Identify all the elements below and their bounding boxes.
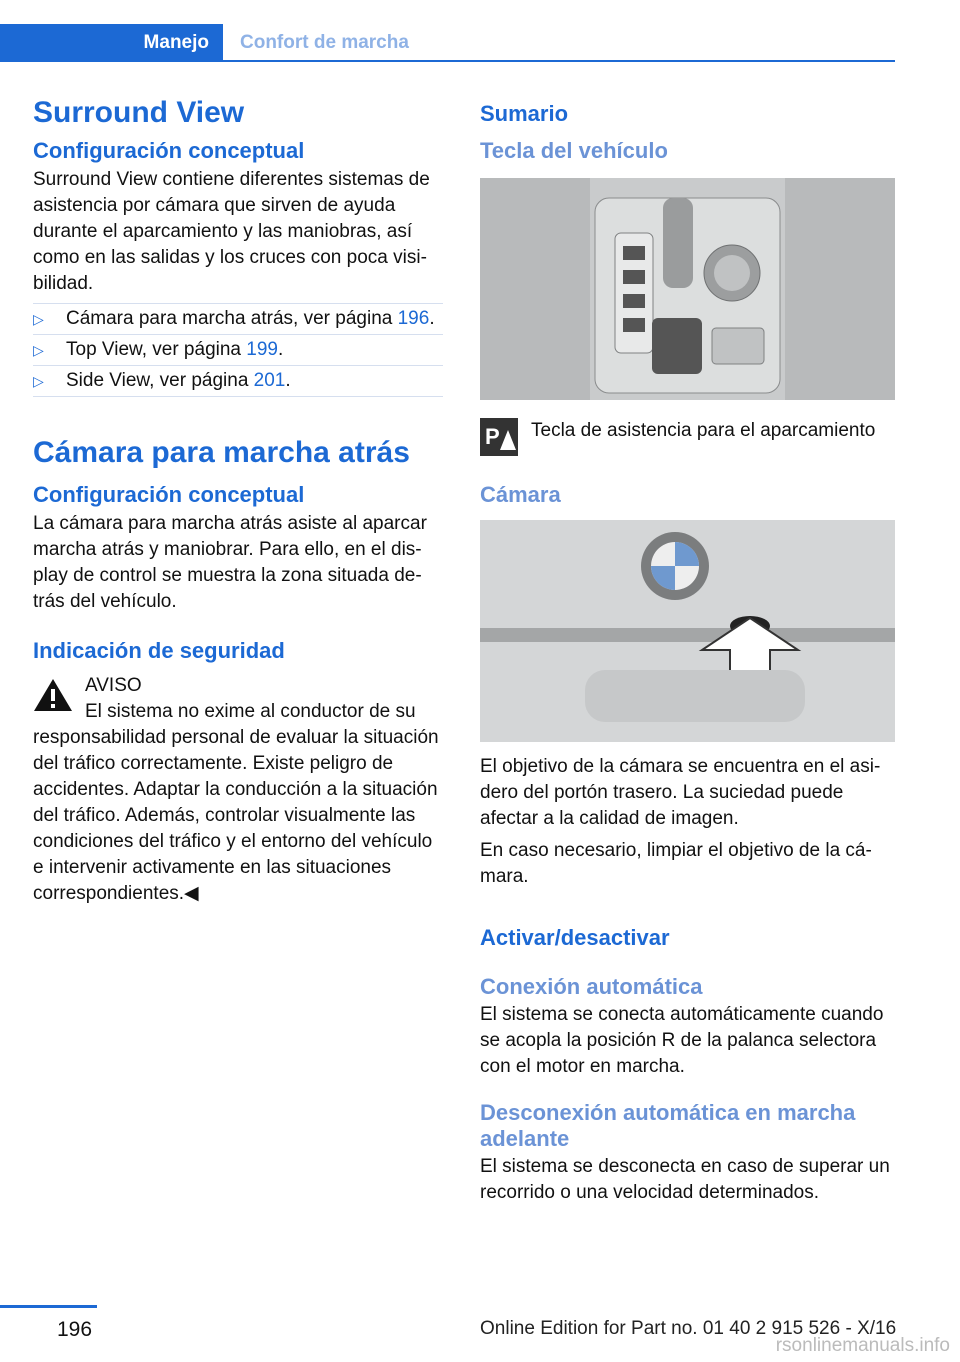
footer-rule xyxy=(0,1305,97,1308)
heading-surround-view: Surround View xyxy=(33,96,245,129)
heading-activar: Activar/desactivar xyxy=(480,925,670,950)
system-list xyxy=(33,303,443,397)
header-tab-manejo[interactable]: Manejo xyxy=(0,24,223,62)
heading-indicacion-seguridad: Indicación de seguridad xyxy=(33,638,285,663)
list-item-end: . xyxy=(285,370,291,391)
paragraph-limpiar: En caso necesario, limpiar el objetivo de la cámara. xyxy=(480,840,872,887)
heading-configuracion-1: Configuración conceptual xyxy=(33,138,305,163)
paragraph-conexion: El sistema se conecta automáticamente cuando se acopla la posición R de la palanca selectora con el motor en marcha. xyxy=(480,1004,884,1077)
triangle-right-icon: ▷ xyxy=(33,373,44,389)
header-tab-confort[interactable]: Confort de marcha xyxy=(240,32,409,53)
paragraph-objetivo: El objetivo de la cámara se encuentra en el asidero del portón trasero. La suciedad puede afectar a la calidad de imagen. xyxy=(480,756,881,829)
heading-camara: Cámara xyxy=(480,482,561,507)
right-column xyxy=(480,100,895,1206)
list-item xyxy=(33,366,443,397)
list-item-text: Cámara para marcha atrás, ver página xyxy=(66,308,398,329)
heading-conexion: Conexión automática xyxy=(480,974,703,999)
page-link[interactable]: 201 xyxy=(253,370,286,391)
heading-sumario: Sumario xyxy=(480,101,569,126)
left-column xyxy=(33,95,443,907)
list-item xyxy=(33,335,443,366)
page-number: 196 xyxy=(57,1318,93,1341)
edition-text: Online Edition for Part no. 01 40 2 915 526 - X/16 xyxy=(480,1318,897,1339)
list-item-text: Side View, ver página xyxy=(66,370,254,391)
heading-camara-marcha-atras: Cámara para marcha atrás xyxy=(33,436,410,469)
aviso-label: AVISO xyxy=(85,675,142,696)
triangle-right-icon: ▷ xyxy=(33,342,44,358)
list-item-end: . xyxy=(277,339,284,360)
park-assist-icon xyxy=(480,418,518,456)
list-item-end: . xyxy=(429,308,435,329)
page-link[interactable]: 199 xyxy=(246,339,278,360)
page-link[interactable]: 196 xyxy=(397,308,430,329)
paragraph-camara: La cámara para marcha atrás asiste al aparcar marcha atrás y maniobrar. Para ello, en el display de control se muestra la zona situada detrás del vehículo. xyxy=(33,513,427,612)
tecla-caption: Tecla de asistencia para el aparcamiento xyxy=(531,420,876,441)
paragraph-desconexion: El sistema se desconecta en caso de superar un recorrido o una velocidad determinados. xyxy=(480,1156,890,1203)
warning-triangle-icon xyxy=(33,677,73,713)
list-item-text: Top View, ver página xyxy=(66,339,247,360)
watermark: rsonlinemanuals.info xyxy=(775,1335,950,1356)
header-rule xyxy=(223,60,895,62)
list-item xyxy=(33,303,443,335)
warning-block xyxy=(33,673,443,907)
rear-camera-image xyxy=(480,520,895,742)
center-console-image xyxy=(480,178,895,400)
warning-text: El sistema no exime al conductor de su responsabilidad personal de evaluar la situación del tráfico correctamente. Existe peligro de accidentes. Adaptar la conducción a la situación del tráfico. Además, controlar visualmente las condiciones del tráfico y el entorno del vehículo e intervenir activamente en las situaciones correspondientes.◀ xyxy=(33,701,439,904)
paragraph-surround: Surround View contiene diferentes sistemas de asistencia por cámara que sirven de ayuda durante el aparcamiento y las maniobras, así como en las salidas y los cruces con poca visibilidad. xyxy=(33,169,430,294)
tecla-caption-row xyxy=(480,418,895,460)
heading-configuracion-2: Configuración conceptual xyxy=(33,482,305,507)
svg-text:P: P xyxy=(485,424,500,449)
triangle-right-icon: ▷ xyxy=(33,311,44,327)
heading-desconexion: Desconexión automática en marcha adelante xyxy=(480,1100,856,1151)
heading-tecla-vehiculo: Tecla del vehículo xyxy=(480,138,668,163)
